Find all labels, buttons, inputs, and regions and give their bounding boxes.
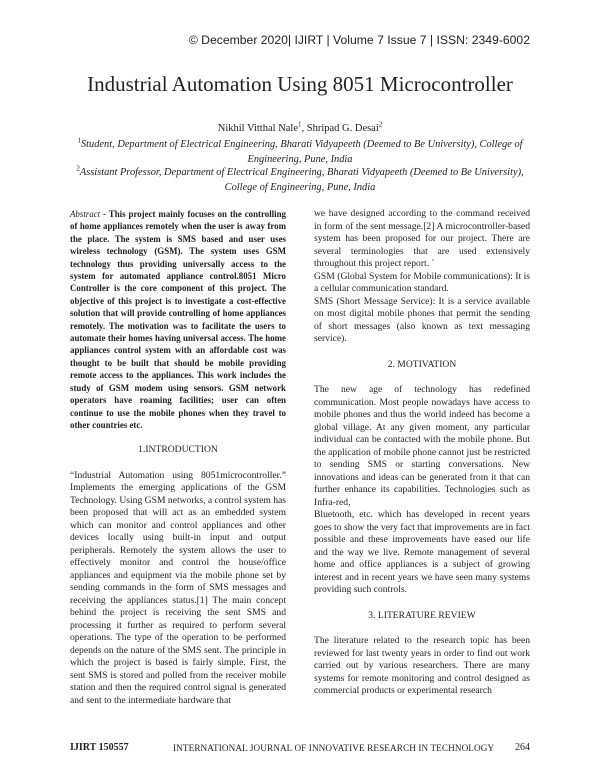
gsm-definition: GSM (Global System for Mobile communications): It is a cellular communication standard. [314,270,530,294]
abstract-text: - This project mainly focuses on the controlling of home appliances remotely when the user is away from the place. The system is SMS based and user uses wireless technology (GSM). The system uses GSM technology thus providing universally access to the system for automated appliance control.8051 Micro Controller is the core component of this project. The objective of this project is to investigate a cost-effective solution that will provide controlling of home appliances remotely. The motivation was to facilitate the users to automate their homes having universal access. The home appliances control system with an affordable cost was thought to be built that should be mobile providing remote access to the appliances. This work includes the study of GSM modem using sensors. GSM network operators have roaming facilities; user can often continue to use the mobile phones when they travel to other countries etc. [70,209,286,430]
sms-definition: SMS (Short Message Service): It is a service available on most digital mobile phones that permit the sending of short messages (also known as text messaging service). [314,295,530,344]
affiliation-1-mark: 1 [77,136,81,145]
footer-page-number: 264 [515,742,530,753]
author-1-affiliation-mark: 1 [297,120,302,129]
footer-paper-id: IJIRT 150557 [70,742,129,753]
motivation-heading: 2. MOTIVATION [387,358,457,370]
author-line [0,120,600,134]
left-column [70,208,286,707]
affiliation-2 [75,166,525,195]
literature-review-heading: 3. LITERATURE REVIEW [368,609,476,621]
motivation-paragraph-1: The new age of technology has redefined communication. Most people nowadays have access to mobile phones and thus the world indeed has become a global village. At any given moment, any particular individual can be contacted with the mobile phone. But the application of mobile phone cannot just be restricted to sending SMS or starting conversations. New innovations and ideas can be generated from it that can further enhance its capabilities. Technologies such as Infra-red, [314,384,530,508]
author-1: Nikhil Vitthal Nale [217,123,298,134]
affiliation-1 [75,138,525,167]
paper-title: Industrial Automation Using 8051 Microcontroller [87,72,513,96]
footer-journal-name: INTERNATIONAL JOURNAL OF INNOVATIVE RESEARCH IN TECHNOLOGY [173,743,495,753]
literature-review-text: The literature related to the research topic has been reviewed for last twenty years in order to find out work carried out by various researchers. There are many systems for remote monitoring and control designed as commercial products or experimental research [314,635,530,696]
author-2-affiliation-mark: 2 [378,120,383,129]
motivation-paragraph-2: Bluetooth, etc. which has developed in recent years goes to show the very fact that improvements are in fact possible and these improvements have eased our life and the way we live. Remote management of several home and office appliances is a subject of growing interest and in recent years we have seen many systems providing such controls. [314,509,530,595]
abstract-label: Abstract [70,209,101,219]
right-column [314,208,530,698]
journal-header: © December 2020| IJIRT | Volume 7 Issue 7 | ISSN: 2349-6002 [188,33,530,47]
affiliation-2-text: Assistant Professor, Department of Electrical Engineering, Bharati Vidyapeeth (Deemed to Be University), College of Engineering, Pune, India [79,167,524,193]
affiliation-1-text: Student, Department of Electrical Engineering, Bharati Vidyapeeth (Deemed to Be University), College of Engineering, Pune, India [80,139,523,165]
introduction-continued: we have designed according to the command received in form of the sent message.[2] A microcontroller-based system has been proposed for our project. There are several terminologies that are used extensively throughout this project report. ` [314,208,530,269]
abstract [70,208,286,431]
author-2: , Shripad G. Desai [301,123,379,134]
introduction-heading: 1.INTRODUCTION [138,444,218,456]
introduction-text: “Industrial Automation using 8051microcontroller.” Implements the emerging applications of the GSM Technology. Using GSM networks, a control system has been proposed that will act as an embedded system which can monitor and control appliances and other devices locally using built-in input and output peripherals. Remotely the system allows the user to effectively monitor and control the house/office appliances and equipment via the mobile phone set by sending commands in the form of SMS messages and receiving the appliances status.[1] The main concept behind the project is receiving the sent SMS and processing it further as required to perform several operations. The type of the operation to be performed depends on the nature of the SMS sent. The principle in which the project is based is fairly simple. First, the sent SMS is stored and polled from the receiver mobile station and then the required control signal is generated and sent to the intermediate hardware that [70,469,286,706]
affiliation-2-mark: 2 [76,164,80,173]
